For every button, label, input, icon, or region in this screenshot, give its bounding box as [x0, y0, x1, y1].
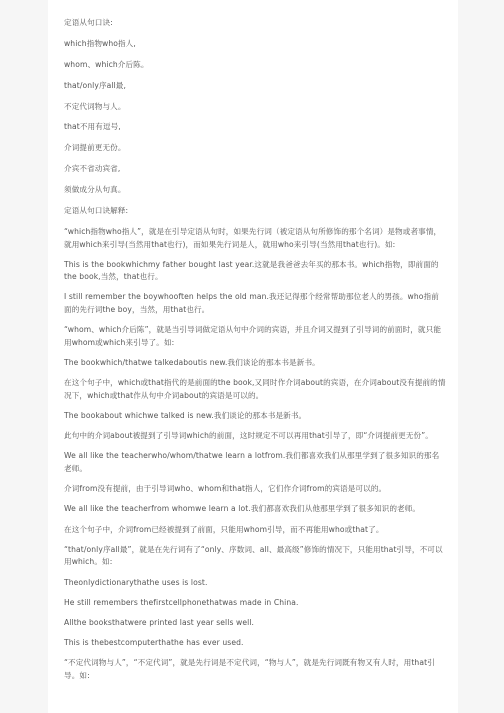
paragraph: 在这个句子中，介词from已经被提到了前面，只能用whom引导，而不再能用who或that了。	[64, 524, 384, 534]
paragraph: “不定代词物与人”，“不定代词”，就是先行词是不定代词，“物与人”，就是先行词既有物又有人时，用that引导。如:	[64, 658, 435, 680]
mnemonic-line: 不定代词物与人。	[64, 101, 126, 111]
document-page	[48, 0, 458, 713]
paragraph: 在这个句子中，which或that指代的是前面的the book,又同时作介词about的宾语，在介词about没有提前的情况下，which或that作从句中介词about的宾语是可以的。	[64, 378, 446, 400]
mnemonic-heading: 定语从句口诀:	[64, 18, 113, 27]
paragraph: 此句中的介词about被提到了引导词which的前面，这时规定不可以再用that引导了，即“介词提前更无份”。	[64, 431, 433, 441]
example-sentence: Theonlydictionarythathe uses is lost.	[64, 577, 208, 587]
example-sentence: This is thebestcomputerthathe has ever used.	[64, 638, 244, 648]
mnemonic-line: 介宾不省动宾省,	[64, 164, 121, 174]
paragraph: 介词from没有提前，由于引导词who、whom和that指人，它们作介词from的宾语是可以的。	[64, 484, 387, 494]
mnemonic-line: which指物who指人,	[64, 38, 136, 48]
example-sentence: This is the bookwhichmy father bought last year.这就是我爸爸去年买的那本书。which指物，即前面的the book,当然，that也行。	[64, 259, 439, 282]
paragraph: “that/only序all最”，就是在先行词有了“only、序数词、all、最高级”修饰的情况下，只能用that引导，不可以用which。如:	[64, 544, 443, 567]
example-sentence: He still remembers thefirstcellphonethatwas made in China.	[64, 597, 299, 607]
mnemonic-line: 介词提前更无份。	[64, 143, 126, 153]
example-sentence: Allthe booksthatwere printed last year sells well.	[64, 617, 255, 627]
mnemonic-line: that不用有逗号,	[64, 122, 121, 132]
example-sentence: The bookabout whichwe talked is new.我们谈论的那本书是新书。	[64, 411, 307, 420]
paragraph: “which指物who指人”，就是在引导定语从句时，如果先行词（被定语从句所修饰的那个名词）是物或者事情，就用which来引导(当然用that也行)，而如果先行词是人，就用who来引导(当然用that也行)。如:	[64, 226, 442, 249]
mnemonic-line: that/only序all最,	[64, 80, 127, 90]
mnemonic-line: 须做成分从句真。	[64, 185, 126, 195]
example-sentence: We all like the teacherfrom whomwe learn a lot.我们都喜欢我们从他那里学到了很多知识的老师。	[64, 504, 421, 514]
mnemonic-line: whom、which介后陈。	[64, 59, 149, 69]
explanation-heading: 定语从句口诀解释:	[64, 206, 129, 216]
example-sentence: I still remember the boywhooften helps the old man.我还记得那个经常帮助那位老人的男孩。who指前面的先行词the boy，当然，用that也行。	[64, 292, 439, 315]
example-sentence: The bookwhich/thatwe talkedaboutis new.我们谈论的那本书是新书。	[64, 358, 320, 368]
paragraph: “whom、which介后陈”，就是当引导词做定语从句中介词的宾语，并且介词又提到了引导词的前面时，就只能用whom或which来引导了。如:	[64, 325, 442, 347]
example-sentence: We all like the teacherwho/whom/thatwe learn a lotfrom.我们都喜欢我们从那里学到了很多知识的那名老师。	[64, 451, 440, 473]
document-body	[48, 0, 458, 682]
